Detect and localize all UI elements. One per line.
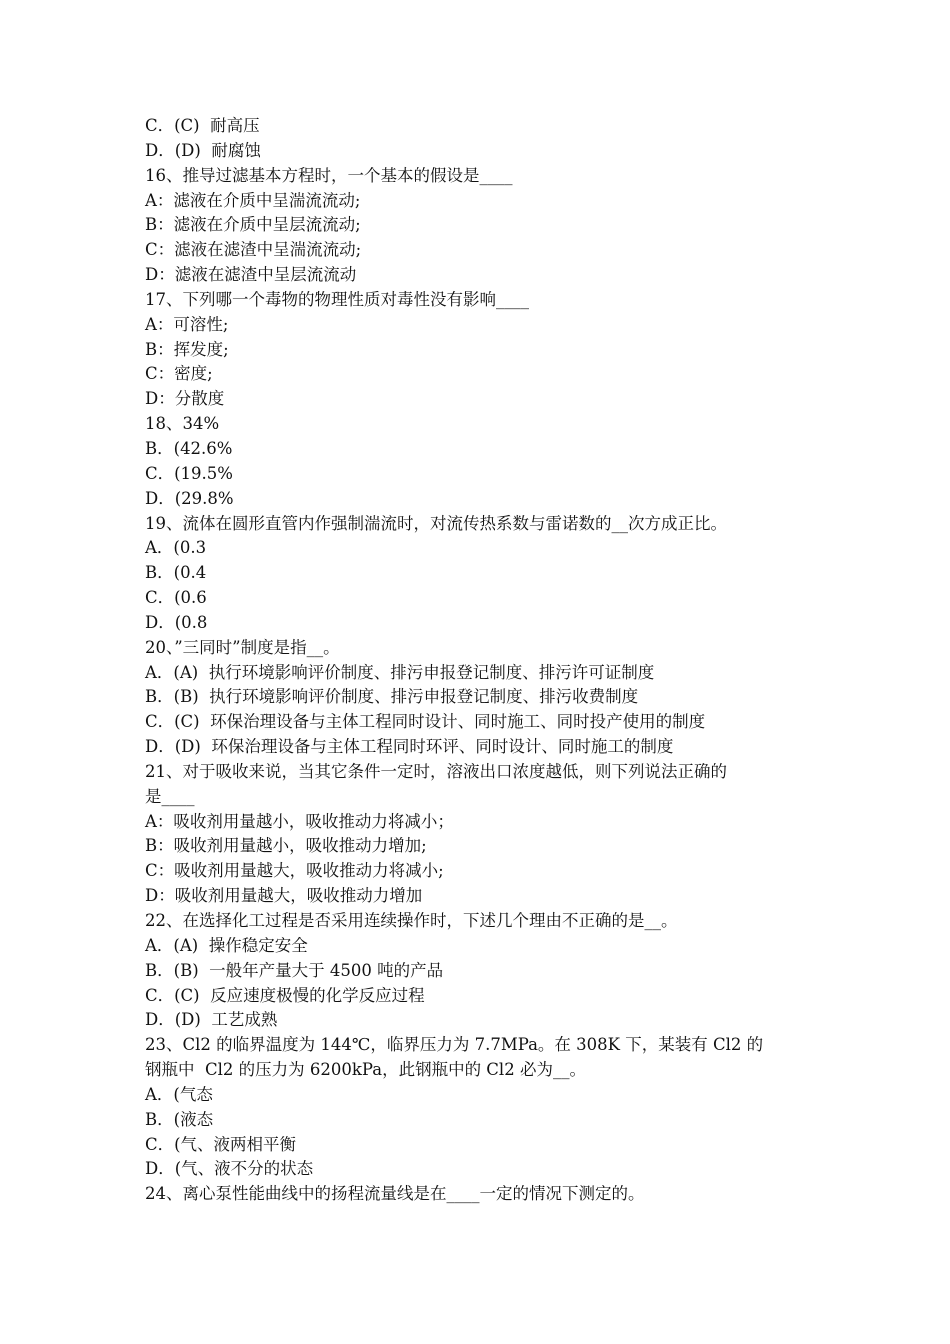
question-line-continued: 钢瓶中 Cl2 的压力为 6200kPa，此钢瓶中的 Cl2 必为__。 [145, 1060, 586, 1080]
option-line: A：可溶性; [145, 314, 229, 334]
option-line: D．(D) 环保治理设备与主体工程同时环评、同时设计、同时施工的制度 [145, 737, 674, 757]
option-line: B．(B) 一般年产量大于 4500 吨的产品 [145, 960, 444, 980]
question-line: 17、下列哪一个毒物的物理性质对毒性没有影响____ [145, 289, 529, 309]
option-line: D．(D) 耐腐蚀 [145, 140, 261, 160]
option-line: C．(C) 环保治理设备与主体工程同时设计、同时施工、同时投产使用的制度 [145, 712, 706, 732]
option-line: B．(液态 [145, 1109, 214, 1129]
option-line: C．(C) 反应速度极慢的化学反应过程 [145, 985, 425, 1005]
option-line: D．(气、液不分的状态 [145, 1159, 314, 1179]
option-line: D．(0.8 [145, 612, 208, 632]
option-line: C．(C) 耐高压 [145, 116, 260, 135]
option-line: B．(0.4 [145, 563, 207, 583]
option-line: D．(29.8% [145, 488, 234, 508]
option-line: A．(A) 执行环境影响评价制度、排污申报登记制度、排污许可证制度 [145, 662, 655, 682]
option-line: D：滤液在滤渣中呈层流流动 [145, 265, 357, 285]
question-line: 24、离心泵性能曲线中的扬程流量线是在____一定的情况下测定的。 [145, 1184, 645, 1204]
question-line: 20、”三同时”制度是指__。 [145, 637, 340, 657]
question-line: 16、推导过滤基本方程时，一个基本的假设是____ [145, 165, 513, 185]
question-line: 23、Cl2 的临界温度为 144℃，临界压力为 7.7MPa。在 308K 下，某装有 Cl2 的 [145, 1035, 764, 1055]
option-line: D．(D) 工艺成熟 [145, 1010, 278, 1030]
question-line: 19、流体在圆形直管内作强制湍流时，对流传热系数与雷诺数的__次方成正比。 [145, 513, 727, 533]
option-line: A．(0.3 [145, 538, 207, 558]
option-line: C：滤液在滤渣中呈湍流流动; [145, 240, 362, 260]
option-line: B．(B) 执行环境影响评价制度、排污申报登记制度、排污收费制度 [145, 687, 639, 707]
option-line: A．(气态 [145, 1084, 213, 1104]
option-line: C．(气、液两相平衡 [145, 1134, 297, 1154]
option-line: D：分散度 [145, 389, 225, 409]
option-line: A．(A) 操作稳定安全 [145, 935, 308, 955]
question-line: 18、34% [145, 414, 220, 434]
option-line: B：滤液在介质中呈层流流动; [145, 215, 361, 235]
option-line: B．(42.6% [145, 438, 233, 458]
option-line: C．(19.5% [145, 463, 233, 483]
option-line: D：吸收剂用量越大，吸收推动力增加 [145, 886, 423, 906]
option-line: C：吸收剂用量越大，吸收推动力将减小; [145, 861, 444, 881]
option-line: C．(0.6 [145, 588, 207, 608]
question-line-continued: 是____ [145, 786, 195, 806]
option-line: A：滤液在介质中呈湍流流动; [145, 190, 361, 210]
option-line: A：吸收剂用量越小，吸收推动力将减小； [145, 811, 454, 831]
question-line: 21、对于吸收来说，当其它条件一定时，溶液出口浓度越低，则下列说法正确的 [145, 761, 727, 781]
document-body [145, 114, 825, 1207]
option-line: B：吸收剂用量越小，吸收推动力增加; [145, 836, 427, 856]
option-line: B：挥发度; [145, 339, 229, 359]
option-line: C：密度; [145, 364, 213, 384]
question-line: 22、在选择化工过程是否采用连续操作时，下述几个理由不正确的是__。 [145, 911, 678, 930]
